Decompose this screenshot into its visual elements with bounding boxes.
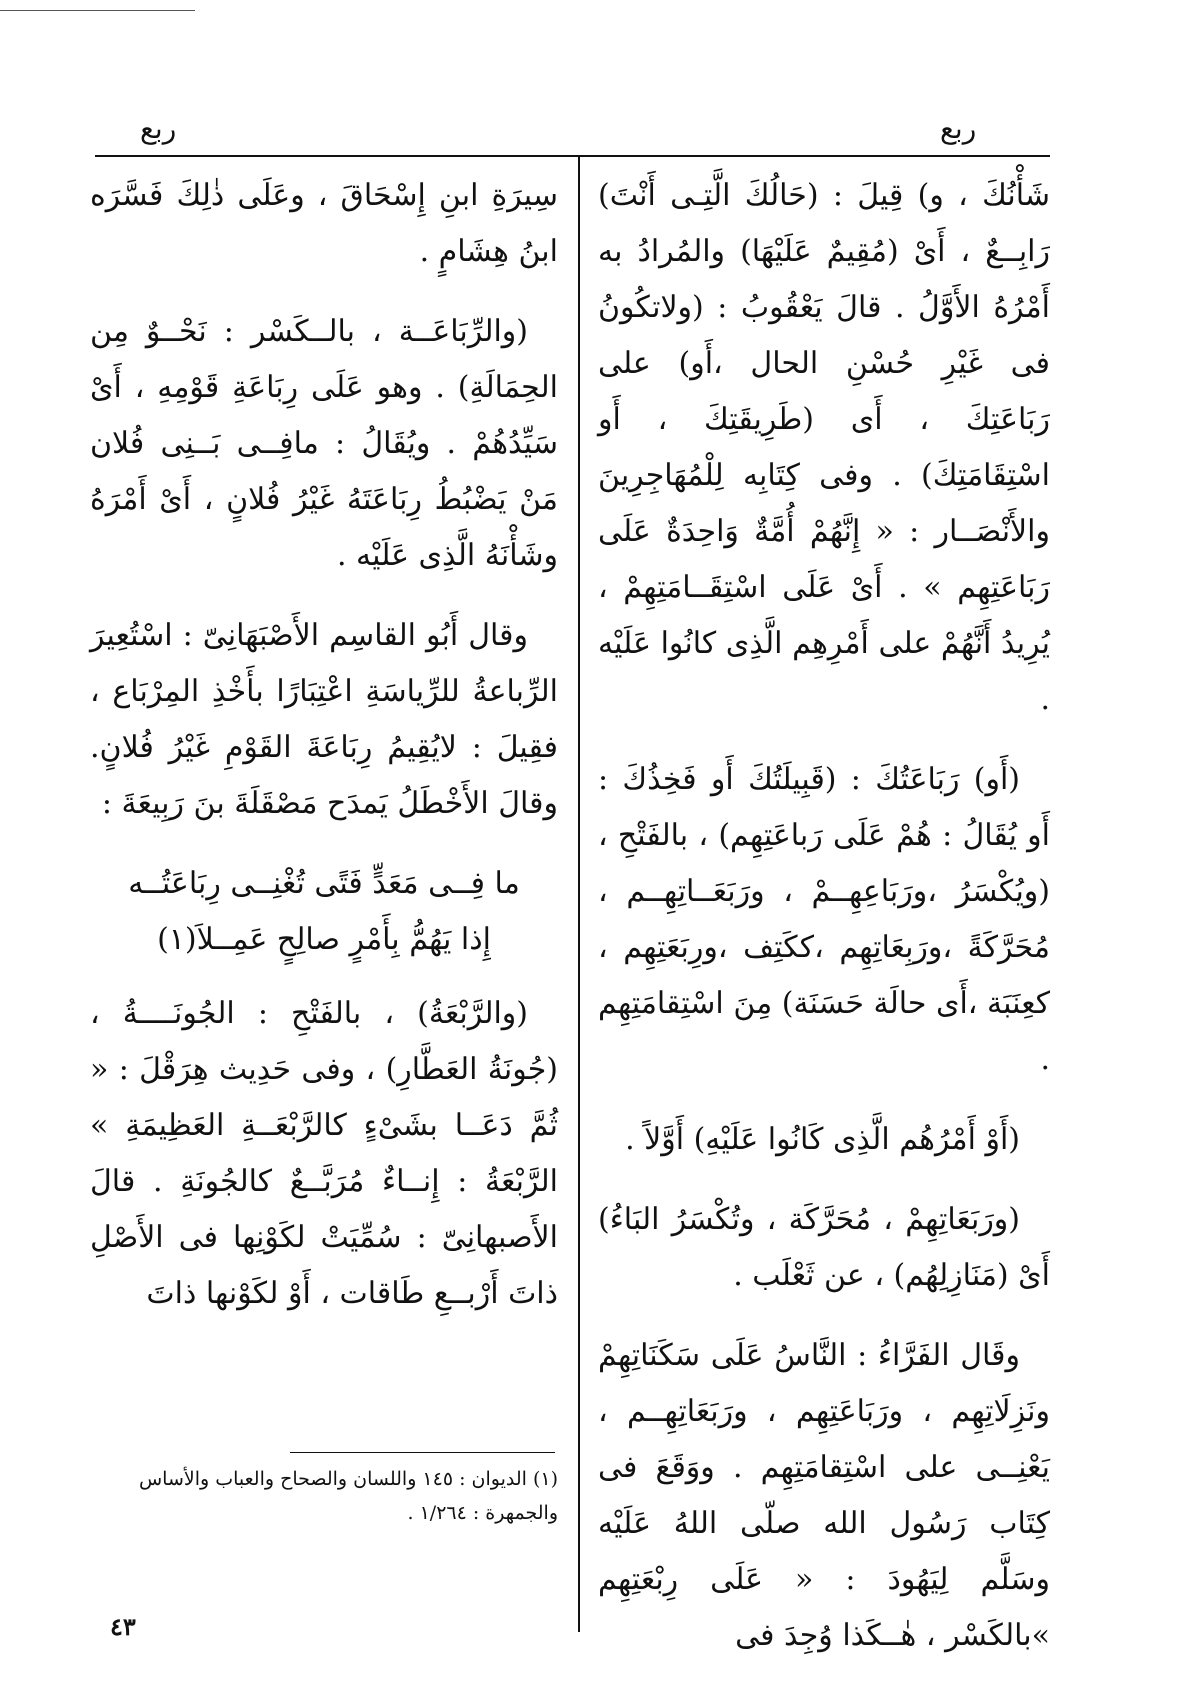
footnote-rule [290,1452,555,1453]
footnote-line: (١) الديوان : ١٤٥ واللسان والصحاح والعباب والأساس [138,1468,558,1490]
paragraph: (أَو) رَبَاعَتُكَ : (قَبِيلَتُكَ أَو فَخِذُكَ : أَو يُقَالُ : هُمْ عَلَى رَباعَتِهِم) ، بالفَتْحِ ، (ويُكْسَرُ ،ورَبَاعِهِــمْ ، ورَبَعَــاتِهِــم ، مُحَرَّكَةً ،ورَبِعَاتِهِم ،ككَتِف ،ورِبَعَتِهِم ، كعِنَبَة ،أَى حالَة حَسَنَة) مِنَ اسْتِقامَتِهِم . [598,762,1050,1077]
verse-first-hemistich: ما فِــى مَعَدٍّ فَتًى تُغْنِــى رِبَاعَتُــه [128,866,520,901]
paragraph: (والرَّبْعَةُ) ، بالفَتْحِ : الجُونَــــةُ ، (جُونَةُ العَطَّارِ) ، وفى حَدِيث هِرَقْلَ : « ثُمَّ دَعَــا بشَىْءٍ كالرَّبْعَــةِ العَظِيمَةِ » الرَّبْعَةُ : إِنــاءٌ مُرَبَّــعٌ كالجُونَةِ . قالَ الأَصبهانِىّ : سُمِّيَتْ لكَوْنِها فى الأَصْلِ ذاتَ أَرْبــعِ طَاقات ، أَوْ لكَوْنها ذاتَ [90,996,558,1311]
footnote [90,1462,558,1530]
paragraph: وقال أَبُو القاسِم الأَصْبَهَانِىّ : اسْتُعِيرَ الرِّباعةُ للرِّياسَةِ اعْتِبَارًا بأَخْذِ المِرْبَاع ، فقِيلَ : لايُقِيمُ رِبَاعَةَ القَوْمِ غَيْرُ فُلانٍ. وقالَ الأَخْطَلُ يَمدَح مَصْقَلَةَ بنَ رَبِيعَةَ : [90,618,558,821]
running-header-left: ربع [140,112,177,145]
header-rule [95,155,1050,157]
paragraph: وقَال الفَرَّاءُ : النَّاسُ عَلَى سَكَنَاتِهِمْ ونَزِلَاتِهِم ، ورَبَاعَتِهِم ، ورَبَعَاتِهِــم ، يَعْنِــى على اسْتِقامَتِهِم . ووَقَعَ فى كِتَاب رَسُول الله صلّى اللهُ عَلَيْه وسَلَّم لِيَهُودَ : « عَلَى رِبْعَتِهِم »بالكَسْر ، هٰــكَذا وُجِدَ فى [598,1338,1050,1653]
running-header-right: ربع [940,112,977,145]
poetry-verse [90,856,558,968]
footnote-line: والجمهرة : ١/٢٦٤ . [407,1502,558,1524]
scan-edge-mark [0,10,195,11]
paragraph: (والرِّبَاعَــة ، بالــكَسْر : نَحْــوٌ مِن الحِمَالَةِ) . وهو عَلَى رِبَاعَةِ قَوْمِهِ ، أَىْ سَيِّدُهُمْ . ويُقَالُ : مافِــى بَــنِى فُلان مَنْ يَضْبُطُ رِبَاعَتَهُ غَيْرُ فُلانٍ ، أَىْ أَمْرَهُ وشَأْنَهُ الَّذِى عَلَيْه . [90,314,558,573]
paragraph: (أَوْ أَمْرُهُم الَّذِى كَانُوا عَلَيْهِ) أَوَّلاً . [625,1122,1020,1157]
paragraph: سِيرَةِ ابنِ إِسْحَاقَ ، وعَلَى ذٰلِكَ فَسَّرَه ابنُ هِشَامٍ . [90,178,558,269]
page-number: ٤٣ [110,1612,136,1641]
paragraph: شَأْنُكَ ، و) قِيلَ : (حَالُكَ الَّتِـى أَنْتَ) رَابِــعٌ ، أَىْ (مُقِيمٌ عَلَيْهَا) والمُرادُ به أَمْرُهُ الأَوَّلُ . قالَ يَعْقُوبُ : (ولاتكُونُ فى غَيْرِ حُسْنِ الحال ،أَو) على رَبَاعَتِكَ ، أَى (طَرِيقَتِكَ ، أَو اسْتِقَامَتِكَ) . وفى كِتَابِه لِلْمُهَاجِرِينَ والأَنْصَــار : « إِنَّهُمْ أُمَّةٌ وَاحِدَةٌ عَلَى رَبَاعَتِهِم » . أَىْ عَلَى اسْتِقَــامَتِهِمْ ، يُرِيدُ أَنَّهُمْ على أَمْرِهِم الَّذِى كانُوا عَلَيْه . [598,178,1050,717]
column-divider [578,157,580,1632]
verse-second-hemistich: إِذا يَهُمُّ بِأَمْرٍ صالِحٍ عَمِــلاَ(١) [157,922,491,957]
left-text-column [90,168,558,1346]
right-text-column [598,168,1050,1688]
paragraph: (ورَبَعَاتِهِمْ ، مُحَرَّكَة ، وتُكْسَرُ البَاءُ) أَىْ (مَنَازِلِهُم) ، عن ثَعْلَب . [598,1202,1050,1293]
